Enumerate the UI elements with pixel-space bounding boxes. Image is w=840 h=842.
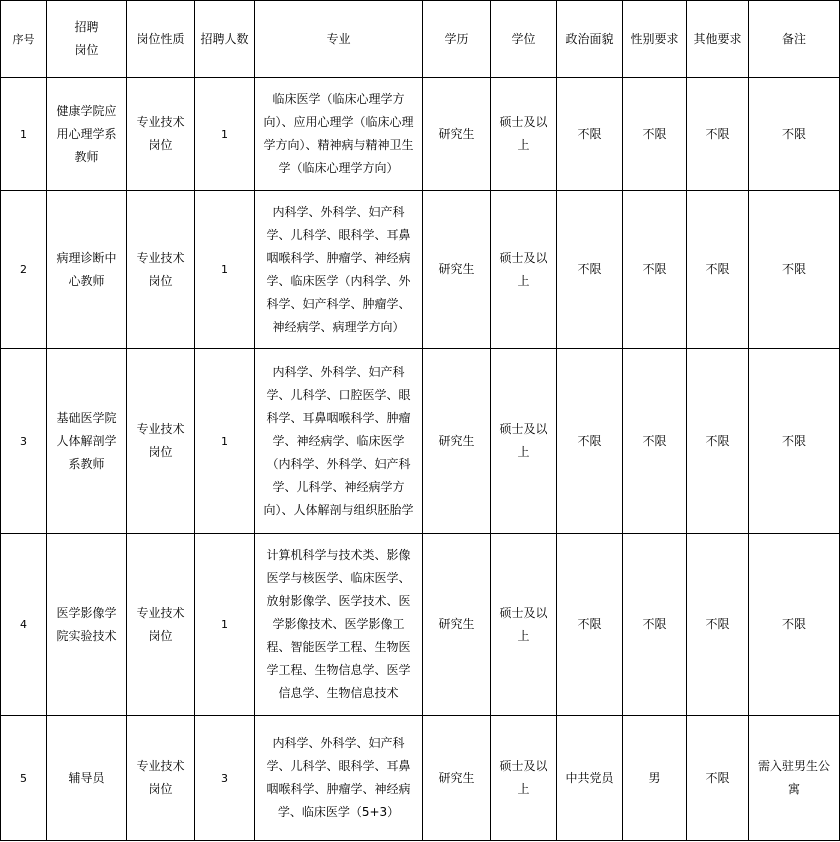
cell-degree: 硕士及以上	[491, 716, 557, 841]
cell-index: 1	[1, 78, 47, 191]
cell-gender: 不限	[623, 349, 687, 534]
table-row	[1, 534, 840, 716]
header-major: 专业	[255, 1, 423, 78]
cell-gender: 不限	[623, 534, 687, 716]
cell-gender: 不限	[623, 191, 687, 349]
cell-nature: 专业技术岗位	[127, 78, 195, 191]
cell-degree: 硕士及以上	[491, 78, 557, 191]
header-remark: 备注	[749, 1, 840, 78]
cell-count: 1	[195, 534, 255, 716]
cell-major: 内科学、外科学、妇产科学、儿科学、眼科学、耳鼻咽喉科学、肿瘤学、神经病学、临床医学（5+3）	[255, 716, 423, 841]
cell-political: 不限	[557, 534, 623, 716]
cell-gender: 男	[623, 716, 687, 841]
header-position-line1: 招聘	[74, 20, 99, 34]
cell-count: 1	[195, 191, 255, 349]
cell-education: 研究生	[423, 78, 491, 191]
header-political: 政治面貌	[557, 1, 623, 78]
cell-index: 2	[1, 191, 47, 349]
cell-count: 1	[195, 78, 255, 191]
table-row	[1, 716, 840, 841]
table-row	[1, 191, 840, 349]
cell-remark: 需入驻男生公寓	[749, 716, 840, 841]
header-degree: 学位	[491, 1, 557, 78]
cell-degree: 硕士及以上	[491, 534, 557, 716]
header-gender: 性别要求	[623, 1, 687, 78]
cell-degree: 硕士及以上	[491, 349, 557, 534]
cell-education: 研究生	[423, 349, 491, 534]
cell-major: 内科学、外科学、妇产科学、儿科学、眼科学、耳鼻咽喉科学、肿瘤学、神经病学、临床医学（内科学、外科学、妇产科学、肿瘤学、神经病学、病理学方向）	[255, 191, 423, 349]
cell-gender: 不限	[623, 78, 687, 191]
cell-degree: 硕士及以上	[491, 191, 557, 349]
cell-major: 内科学、外科学、妇产科学、儿科学、口腔医学、眼科学、耳鼻咽喉科学、肿瘤学、神经病学、临床医学（内科学、外科学、妇产科学、儿科学、神经病学方向）、人体解剖与组织胚胎学	[255, 349, 423, 534]
cell-political: 不限	[557, 349, 623, 534]
cell-position: 辅导员	[47, 716, 127, 841]
cell-position: 病理诊断中心教师	[47, 191, 127, 349]
cell-other: 不限	[687, 534, 749, 716]
cell-position: 医学影像学院实验技术	[47, 534, 127, 716]
cell-other: 不限	[687, 191, 749, 349]
cell-other: 不限	[687, 349, 749, 534]
header-row	[1, 1, 840, 78]
header-position-line2: 岗位	[74, 43, 99, 57]
cell-index: 5	[1, 716, 47, 841]
cell-remark: 不限	[749, 534, 840, 716]
cell-education: 研究生	[423, 534, 491, 716]
cell-remark: 不限	[749, 349, 840, 534]
cell-political: 不限	[557, 78, 623, 191]
cell-political: 中共党员	[557, 716, 623, 841]
cell-index: 3	[1, 349, 47, 534]
cell-nature: 专业技术岗位	[127, 716, 195, 841]
header-index: 序号	[1, 1, 47, 78]
cell-nature: 专业技术岗位	[127, 534, 195, 716]
cell-remark: 不限	[749, 191, 840, 349]
cell-remark: 不限	[749, 78, 840, 191]
cell-political: 不限	[557, 191, 623, 349]
header-nature: 岗位性质	[127, 1, 195, 78]
cell-nature: 专业技术岗位	[127, 191, 195, 349]
table-row	[1, 349, 840, 534]
cell-index: 4	[1, 534, 47, 716]
table-row	[1, 78, 840, 191]
cell-major: 计算机科学与技术类、影像医学与核医学、临床医学、放射影像学、医学技术、医学影像技术、医学影像工程、智能医学工程、生物医学工程、生物信息学、医学信息学、生物信息技术	[255, 534, 423, 716]
cell-nature: 专业技术岗位	[127, 349, 195, 534]
cell-position: 健康学院应用心理学系教师	[47, 78, 127, 191]
cell-major: 临床医学（临床心理学方向）、应用心理学（临床心理学方向）、精神病与精神卫生学（临床心理学方向）	[255, 78, 423, 191]
header-education: 学历	[423, 1, 491, 78]
cell-other: 不限	[687, 78, 749, 191]
cell-other: 不限	[687, 716, 749, 841]
header-other: 其他要求	[687, 1, 749, 78]
header-position	[47, 1, 127, 78]
cell-education: 研究生	[423, 191, 491, 349]
cell-position: 基础医学院人体解剖学系教师	[47, 349, 127, 534]
header-count: 招聘人数	[195, 1, 255, 78]
cell-count: 3	[195, 716, 255, 841]
cell-education: 研究生	[423, 716, 491, 841]
cell-count: 1	[195, 349, 255, 534]
